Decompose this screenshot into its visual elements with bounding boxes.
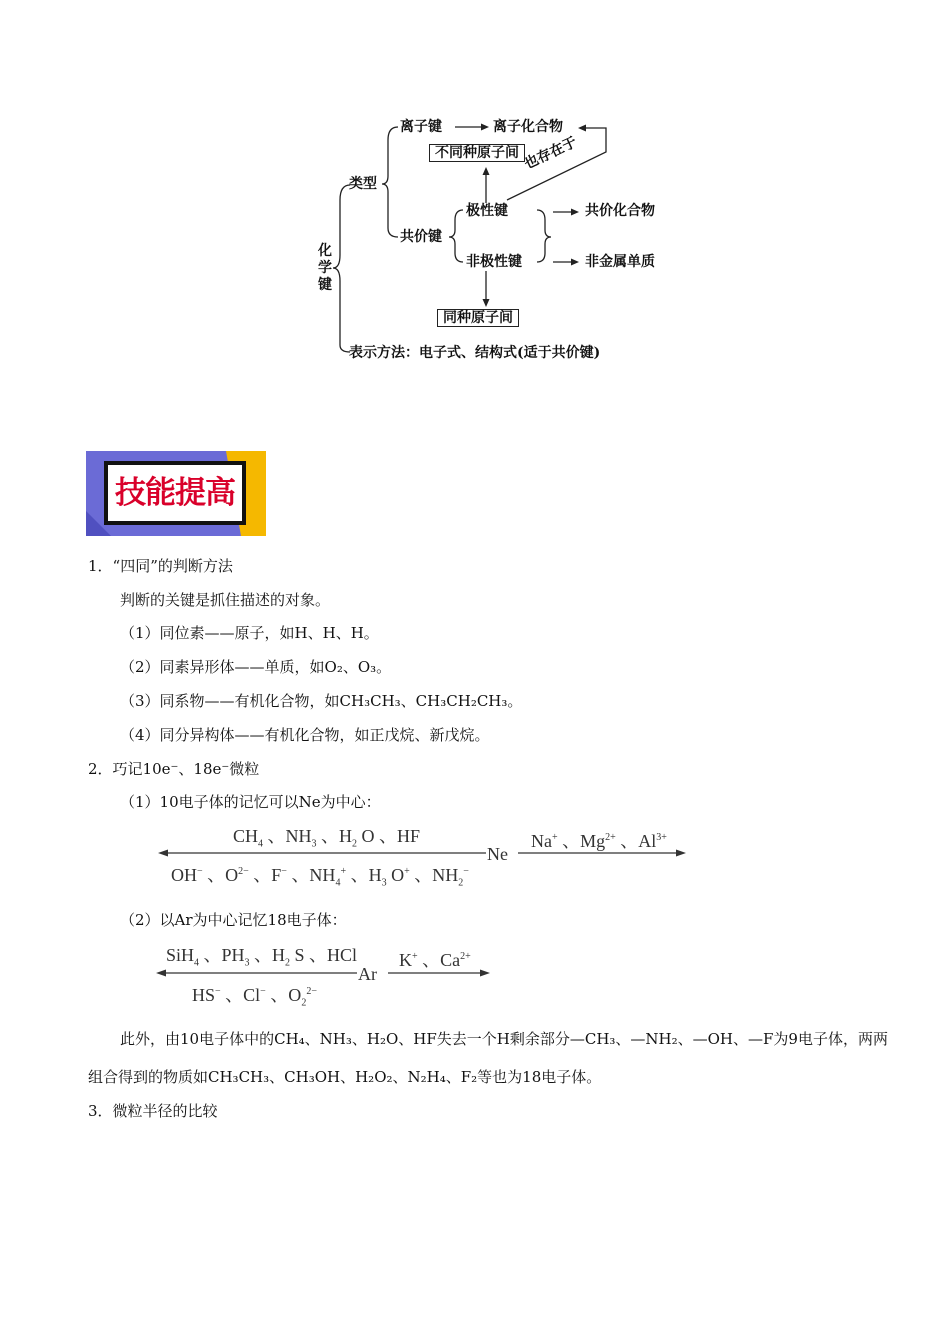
ne-metal-ions: Na+ 、$Mg^{2+}$ 、$Al^{3+}$ bbox=[531, 831, 667, 851]
ne-center: Ne bbox=[487, 844, 508, 864]
representation-label: 表示方法：电子式、结构式(适于共价键) bbox=[349, 345, 601, 361]
ne-neutral-molecules: $CH_4$ 、$NH_3$ 、$H_2$ O 、HF bbox=[233, 826, 421, 850]
covalent-bond-label: 共价键 bbox=[400, 229, 442, 245]
ionic-bond-label: 离子键 bbox=[400, 119, 442, 135]
covalent-compound-label: 共价化合物 bbox=[585, 203, 655, 219]
polar-bond-label: 极性键 bbox=[466, 203, 508, 219]
ionic-compound-label: 离子化合物 bbox=[493, 119, 563, 135]
section1-item-3: （3）同系物——有机化合物，如CH₃CH₃、CH₃CH₂CH₃。 bbox=[120, 692, 523, 710]
ne-anions-cations: OH− 、$O^{2-}$ 、F− 、$NH_4^+$ 、$H_3$ O+ 、$NH_2^-$ bbox=[171, 865, 469, 889]
section1-intro: 判断的关键是抓住描述的对象。 bbox=[120, 591, 331, 609]
diff-atoms-box: 不同种原子间 bbox=[429, 144, 525, 162]
section2-sub1: （1）10电子体的记忆可以Ne为中心： bbox=[120, 793, 381, 811]
section2-para-line2: 组合得到的物质如CH₃CH₃、CH₃OH、H₂O₂、N₂H₄、F₂等也为18电子体。 bbox=[88, 1068, 602, 1086]
section3-heading: 3．微粒半径的比较 bbox=[88, 1102, 218, 1120]
same-atoms-box: 同种原子间 bbox=[437, 309, 519, 327]
section2-para-line1: 此外，由10电子体中的CH₄、NH₃、H₂O、HF失去一个H剩余部分—CH₃、—NH₂、—OH、—F为9电子体，两两 bbox=[120, 1030, 888, 1048]
ar-anions: HS− 、Cl− 、$O_2^{2-}$ bbox=[192, 985, 317, 1009]
ar-neutral-molecules: SiH$_4$ 、$PH_3$ 、$H_2$ S 、HCl bbox=[166, 945, 358, 969]
section2-sub2: （2）以Ar为中心记忆18电子体： bbox=[120, 911, 347, 929]
section2-heading: 2．巧记10e⁻、18e⁻微粒 bbox=[88, 760, 260, 778]
section1-heading: 1．“四同”的判断方法 bbox=[88, 557, 233, 575]
section1-item-2: （2）同素异形体——单质，如O₂、O₃。 bbox=[120, 658, 392, 676]
section1-item-1: （1）同位素——原子，如H、H、H。 bbox=[120, 624, 379, 642]
banner-title: 技能提高 bbox=[115, 475, 235, 511]
ar-cations: K+ 、$Ca^{2+}$ bbox=[399, 950, 471, 970]
nonpolar-bond-label: 非极性键 bbox=[466, 254, 522, 270]
nonmetal-element-label: 非金属单质 bbox=[585, 254, 655, 270]
ar-center: Ar bbox=[358, 964, 377, 984]
types-label: 类型 bbox=[349, 176, 377, 192]
section1-item-4: （4）同分异构体——有机化合物，如正戊烷、新戊烷。 bbox=[120, 726, 490, 744]
also-exists-label: 也存在于 bbox=[522, 134, 580, 173]
root-label: 化学键 bbox=[318, 243, 332, 293]
